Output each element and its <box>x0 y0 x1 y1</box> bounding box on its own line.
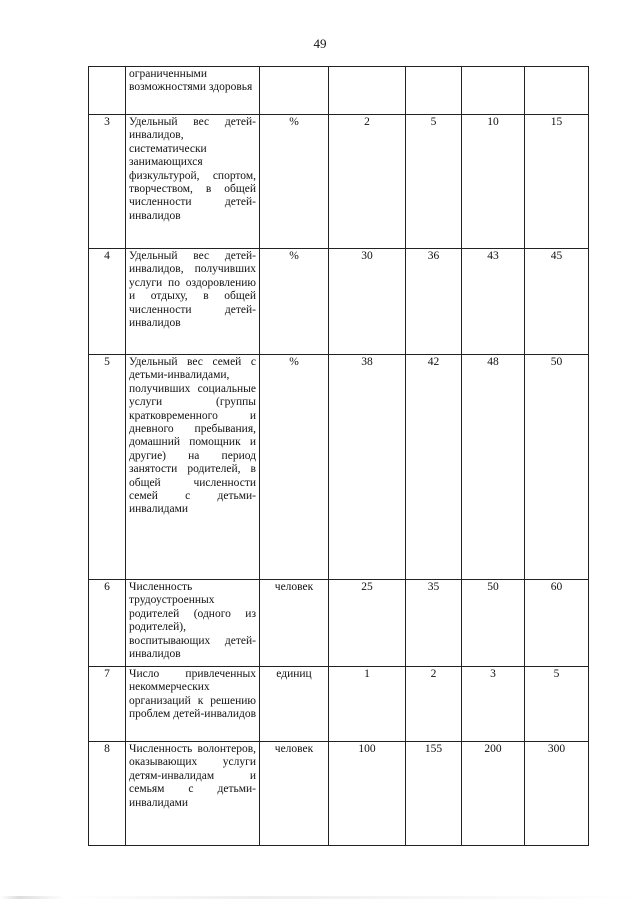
value-2: 42 <box>406 355 462 580</box>
unit: человек <box>260 580 329 667</box>
value-2: 2 <box>406 667 462 742</box>
value-4: 50 <box>525 355 589 580</box>
unit: % <box>260 355 329 580</box>
value-3: 200 <box>462 742 525 846</box>
table-row <box>89 355 589 580</box>
indicator-description: Численность волонтеров, оказывающих услуги детям-инвалидам и семьям с детьми-инвалидами <box>126 742 260 846</box>
table-body <box>89 67 589 846</box>
value-2: 155 <box>406 742 462 846</box>
table-row <box>89 580 589 667</box>
indicator-description: Удельный вес детей-инвалидов, получивших услуги по оздоровлению и отдыху, в общей численности детей-инвалидов <box>126 249 260 355</box>
value-2: 35 <box>406 580 462 667</box>
value-3: 50 <box>462 580 525 667</box>
unit: единиц <box>260 667 329 742</box>
value-3: 48 <box>462 355 525 580</box>
row-number: 6 <box>89 580 126 667</box>
value-4: 300 <box>525 742 589 846</box>
row-number <box>89 67 126 115</box>
value-3: 43 <box>462 249 525 355</box>
value-1: 25 <box>329 580 406 667</box>
value-4: 45 <box>525 249 589 355</box>
value-1: 1 <box>329 667 406 742</box>
table-row <box>89 667 589 742</box>
value-1: 38 <box>329 355 406 580</box>
unit <box>260 67 329 115</box>
value-3: 10 <box>462 115 525 249</box>
indicator-description: ограниченными возможностями здоровья <box>126 67 260 115</box>
value-2: 5 <box>406 115 462 249</box>
value-1: 30 <box>329 249 406 355</box>
value-4: 5 <box>525 667 589 742</box>
table-row <box>89 67 589 115</box>
indicator-description: Удельный вес детей-инвалидов, систематически занимающихся физкультурой, спортом, творчеством, в общей численности детей-инвалидов <box>126 115 260 249</box>
value-1: 100 <box>329 742 406 846</box>
unit: человек <box>260 742 329 846</box>
indicator-description: Удельный вес семей с детьми-инвалидами, получивших социальные услуги (группы кратковременного и дневного пребывания, домашний помощник и другие) на период занятости родителей, в общей численности семей с детьми-инвалидами <box>126 355 260 580</box>
value-2 <box>406 67 462 115</box>
table-row <box>89 115 589 249</box>
value-3 <box>462 67 525 115</box>
row-number: 8 <box>89 742 126 846</box>
row-number: 3 <box>89 115 126 249</box>
row-number: 5 <box>89 355 126 580</box>
indicator-description: Число привлеченных некоммерческих организаций к решению проблем детей-инвалидов <box>126 667 260 742</box>
unit: % <box>260 115 329 249</box>
value-1 <box>329 67 406 115</box>
row-number: 4 <box>89 249 126 355</box>
value-4: 15 <box>525 115 589 249</box>
table-row <box>89 249 589 355</box>
row-number: 7 <box>89 667 126 742</box>
value-1: 2 <box>329 115 406 249</box>
value-4: 60 <box>525 580 589 667</box>
value-2: 36 <box>406 249 462 355</box>
value-4 <box>525 67 589 115</box>
scan-edge <box>0 896 640 899</box>
value-3: 3 <box>462 667 525 742</box>
unit: % <box>260 249 329 355</box>
page-number: 49 <box>313 36 327 51</box>
indicators-table <box>88 66 589 846</box>
indicator-description: Численность трудоустроенных родителей (одного из родителей), воспитывающих детей-инвалидов <box>126 580 260 667</box>
table-row <box>89 742 589 846</box>
